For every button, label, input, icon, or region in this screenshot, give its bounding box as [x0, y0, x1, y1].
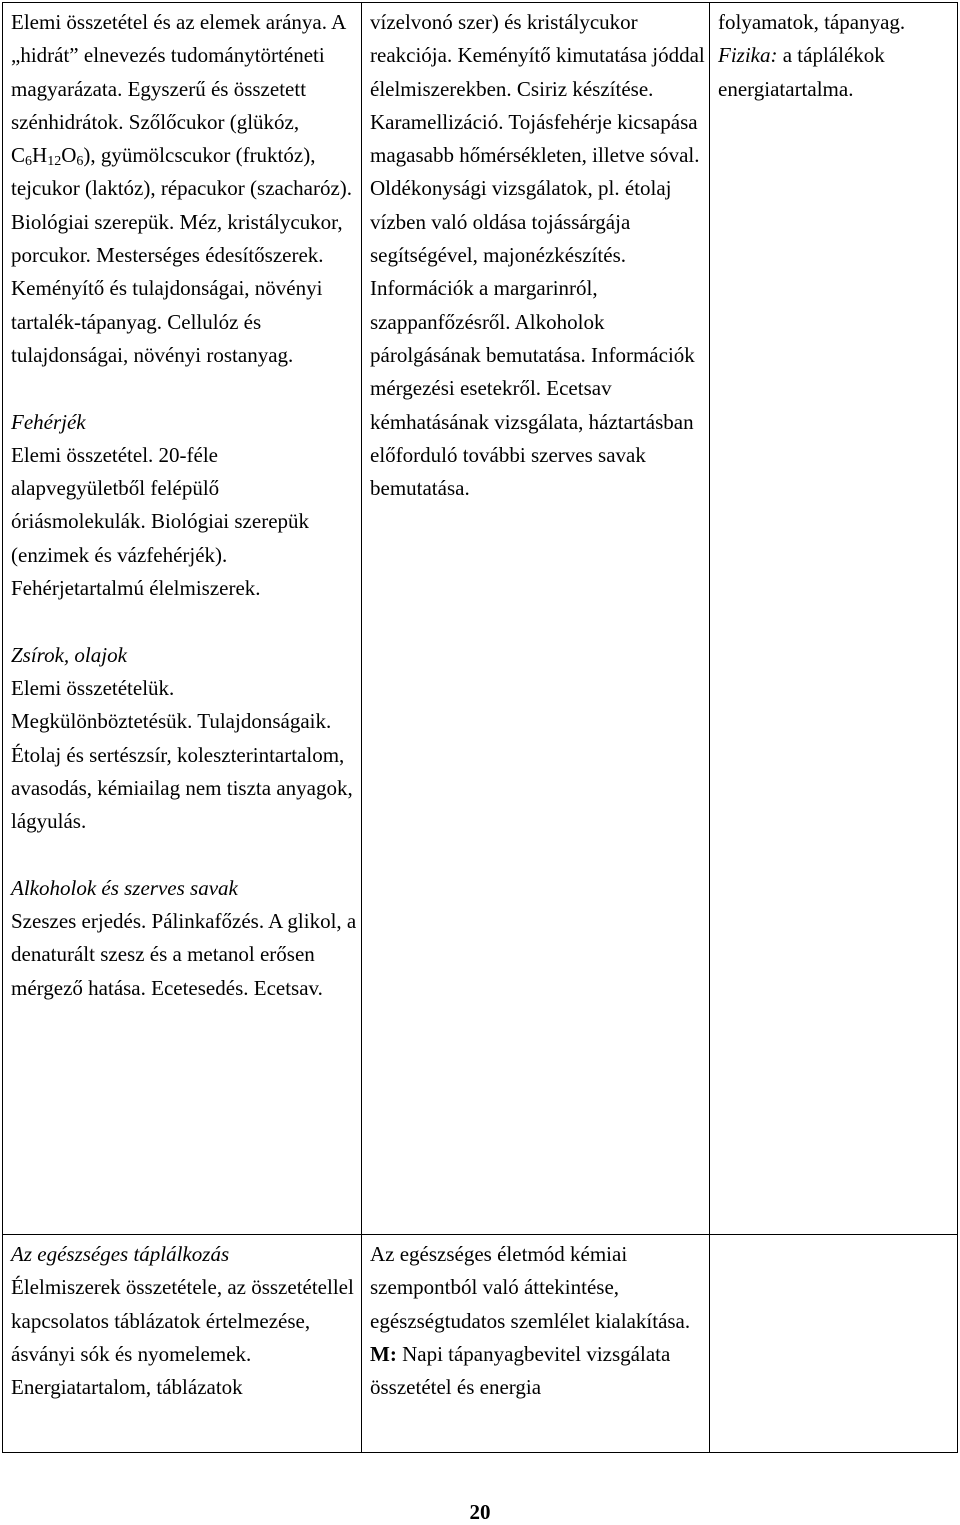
links-cell — [710, 1235, 958, 1453]
m-label: M: — [370, 1341, 397, 1366]
formula-subscript: 6 — [76, 154, 84, 170]
table-row — [3, 3, 958, 1235]
carbohydrates-text: ), gyümölcscukor (fruktóz), tejcukor (laktóz), répacukor (szacharóz). Biológiai szerepük. Méz, kristálycukor, porcukor. Mesterséges édesítőszerek. Keményítő és tulajdonságai, növényi tartalék-tápanyag. Cellulóz és tulajdonságai, növényi rostanyag. — [11, 143, 353, 367]
alcohols-heading: Alkoholok és szerves savak — [11, 875, 238, 900]
page-number: 20 — [469, 1500, 491, 1524]
physics-text: a táplálékok energiatartalma. — [718, 43, 885, 101]
proteins-heading: Fehérjék — [11, 409, 86, 434]
proteins-text: Elemi összetétel. 20-féle alapvegyületből felépülő óriásmolekulák. Biológiai szerepük (enzimek és vázfehérjék). Fehérjetartalmú élelmiszerek. — [11, 442, 310, 601]
formula-subscript: 12 — [47, 154, 62, 170]
table-row — [3, 1235, 958, 1453]
activities-text: vízelvonó szer) és kristálycukor reakciója. Keményítő kimutatása jóddal élelmiszerekben. Csiriz készítése. Karamellizáció. Tojásfehérje kicsapása magasabb hőmérsékleten, illetve sóval. Oldékonysági vizsgálatok, pl. étolaj vízben való oldása tojássárgája segítségével, majonézkészítés. Információk a margarinról, szappanfőzésről. Alkoholok párolgásának bemutatása. Információk mérgezési esetekről. Ecetsav kémhatásának vizsgálata, háztartásban előforduló további szerves savak bemutatása. — [370, 10, 705, 501]
healthy-lifestyle-text: Az egészséges életmód kémiai szempontból való áttekintése, egészségtudatos szemlélet kialakítása. — [370, 1242, 691, 1333]
fats-text: Elemi összetételük. Megkülönböztetésük. Tulajdonságaik. Étolaj és sertészsír, koleszterintartalom, avasodás, kémiailag nem tiszta anyagok, lágyulás. — [11, 675, 353, 834]
m-text: Napi tápanyagbevitel vizsgálata összetétel és energia — [370, 1341, 671, 1400]
activities-cell — [362, 1235, 710, 1453]
curriculum-table — [2, 2, 958, 1453]
activities-cell — [362, 3, 710, 1235]
formula-element: H — [32, 143, 48, 168]
alcohols-text: Szeszes erjedés. Pálinkafőzés. A glikol, a denaturált szesz és a metanol erősen mérgező hatása. Ecetesedés. Ecetsav. — [11, 909, 357, 1000]
links-cell — [710, 3, 958, 1235]
content-cell — [3, 3, 362, 1235]
healthy-eating-text: Élelmiszerek összetétele, az összetétellel kapcsolatos táblázatok értelmezése, ásványi sók és nyomelemek. Energiatartalom, táblázatok — [11, 1275, 354, 1400]
healthy-eating-heading: Az egészséges táplálkozás — [11, 1242, 230, 1266]
physics-label: Fizika: — [718, 43, 778, 68]
content-cell — [3, 1235, 362, 1453]
formula-element: O — [61, 143, 77, 168]
carbohydrates-intro: Elemi összetétel és az elemek aránya. A „hidrát” elnevezés tudománytörténeti magyarázata. Egyszerű és összetett szénhidrátok. Szőlőcukor (glükóz, C — [11, 10, 346, 168]
fats-heading: Zsírok, olajok — [11, 642, 127, 667]
links-text: folyamatok, tápanyag. — [718, 10, 906, 34]
formula-subscript: 6 — [25, 154, 33, 170]
